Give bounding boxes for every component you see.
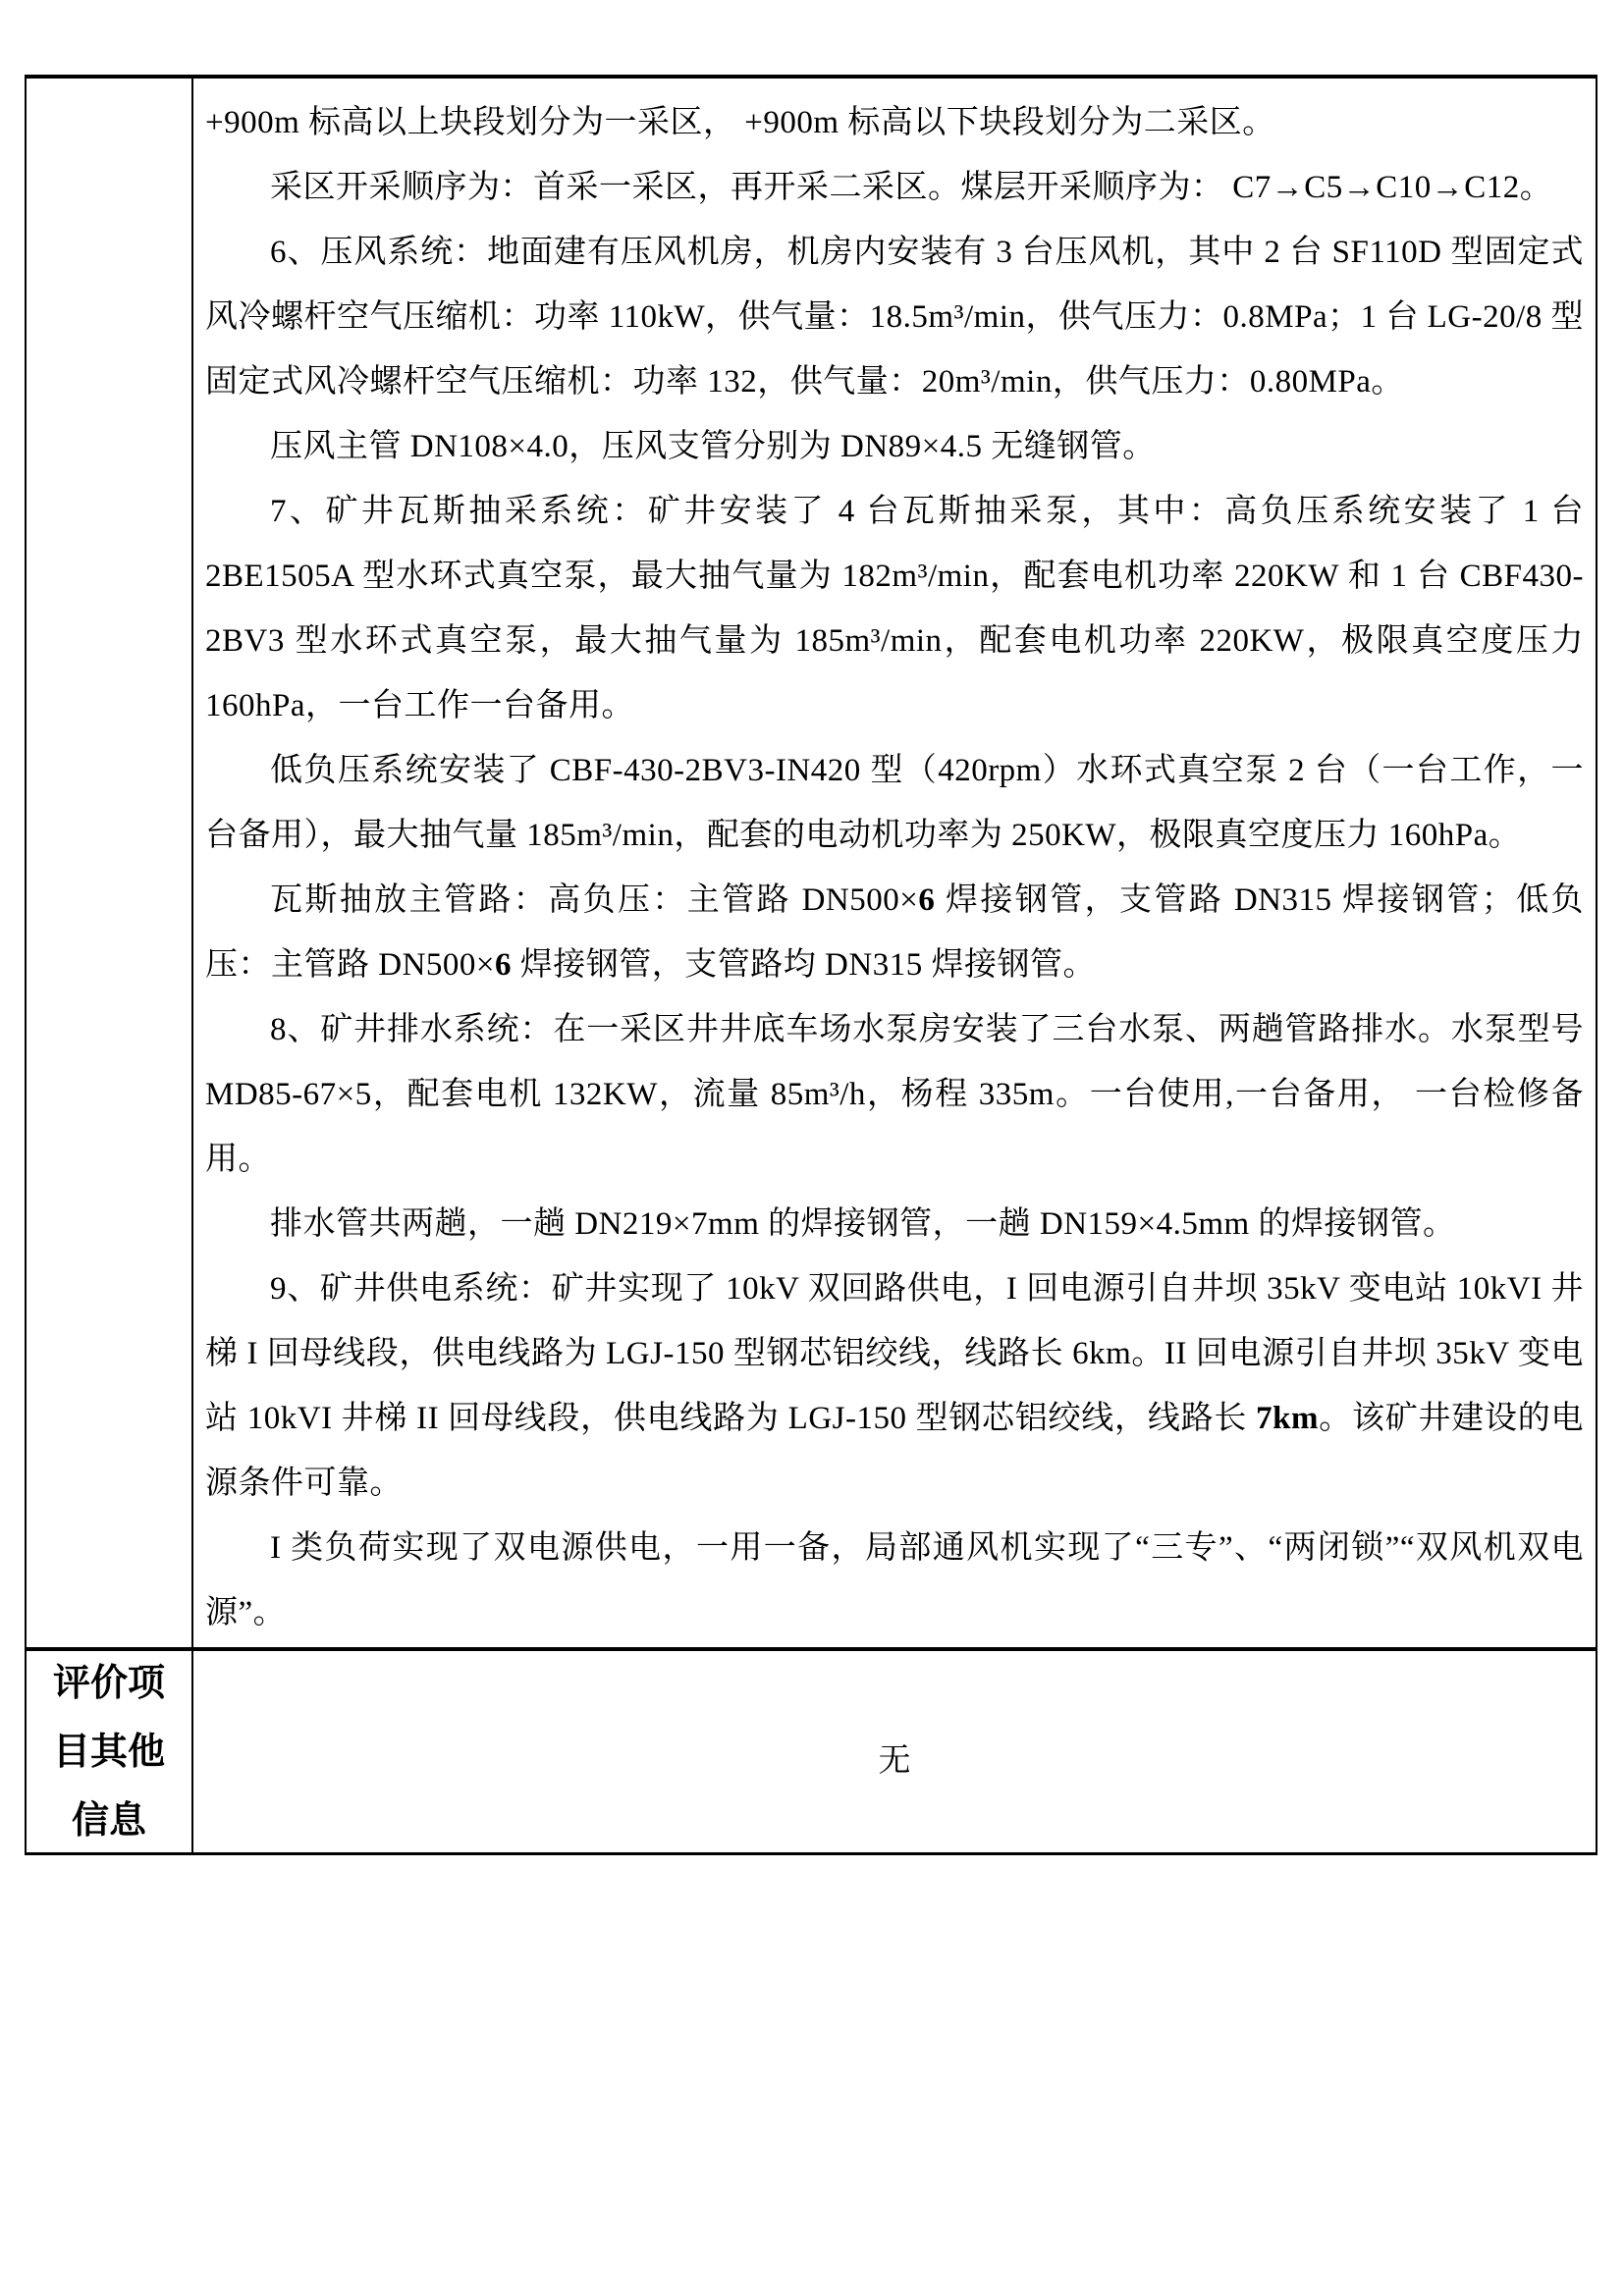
- paragraph: 瓦斯抽放主管路：高负压：主管路 DN500×6 焊接钢管，支管路 DN315 焊接钢管；低负压：主管路 DN500×6 焊接钢管，支管路均 DN315 焊接钢管。: [205, 882, 1584, 983]
- paragraph: 8、矿井排水系统：在一采区井井底车场水泵房安装了三台水泵、两趟管路排水。水泵型号 MD85-67×5，配套电机 132KW，流量 85m³/h，杨程 335m。一台使用,一台备用， 一台检修备用。: [205, 1012, 1584, 1177]
- main-row: [27, 79, 1596, 1647]
- content-cell: [193, 79, 1596, 1647]
- paragraph: [205, 1645, 1584, 1647]
- paragraph: 6、压风系统：地面建有压风机房，机房内安装有 3 台压风机，其中 2 台 SF110D 型固定式风冷螺杆空气压缩机：功率 110kW，供气量：18.5m³/min，供气压力：0.8MPa；1 台 LG-20/8 型固定式风冷螺杆空气压缩机：功率 132，供气量：20m³/min，供气压力：0.80MPa。: [205, 235, 1584, 400]
- paragraph: +900m 标高以上块段划分为一采区， +900m 标高以下块段划分为二采区。: [205, 105, 1275, 140]
- main-row-label-cell: [27, 79, 193, 1647]
- paragraph: 排水管共两趟，一趟 DN219×7mm 的焊接钢管，一趟 DN159×4.5mm 的焊接钢管。: [270, 1206, 1456, 1242]
- evaluation-table: [25, 75, 1597, 1855]
- paragraph: 采区开采顺序为：首采一采区，再开采二采区。煤层开采顺序为： C7→C5→C10→C12。: [270, 170, 1553, 205]
- paragraph: 9、矿井供电系统：矿井实现了 10kV 双回路供电，I 回电源引自井坝 35kV 变电站 10kVI 井梯 I 回母线段，供电线路为 LGJ-150 型钢芯铝绞线，线路长 6km。II 回电源引自井坝 35kV 变电站 10kVI 井梯 II 回母线段，供电线路为 LGJ-150 型钢芯铝绞线，线路长 7km。该矿井建设的电源条件可靠。: [205, 1271, 1584, 1501]
- footer-row-label: 评价项目其他信息: [27, 1651, 193, 1852]
- footer-value: 无: [878, 1743, 911, 1779]
- paragraph: 压风主管 DN108×4.0，压风支管分别为 DN89×4.5 无缝钢管。: [270, 429, 1156, 464]
- footer-row: [27, 1647, 1596, 1852]
- paragraph: 7、矿井瓦斯抽采系统：矿井安装了 4 台瓦斯抽采泵，其中：高负压系统安装了 1 台 2BE1505A 型水环式真空泵，最大抽气量为 182m³/min，配套电机功率 220KW 和 1 台 CBF430-2BV3 型水环式真空泵，最大抽气量为 185m³/min，配套电机功率 220KW，极限真空度压力 160hPa，一台工作一台备用。: [205, 494, 1584, 723]
- paragraph: 低负压系统安装了 CBF-430-2BV3-IN420 型（420rpm）水环式真空泵 2 台（一台工作，一台备用），最大抽气量 185m³/min，配套的电动机功率为 250KW，极限真空度压力 160hPa。: [205, 753, 1584, 853]
- paragraph: I 类负荷实现了双电源供电，一用一备，局部通风机实现了“三专”、“两闭锁”“双风机双电源”。: [205, 1530, 1584, 1630]
- footer-value-cell: [193, 1651, 1596, 1852]
